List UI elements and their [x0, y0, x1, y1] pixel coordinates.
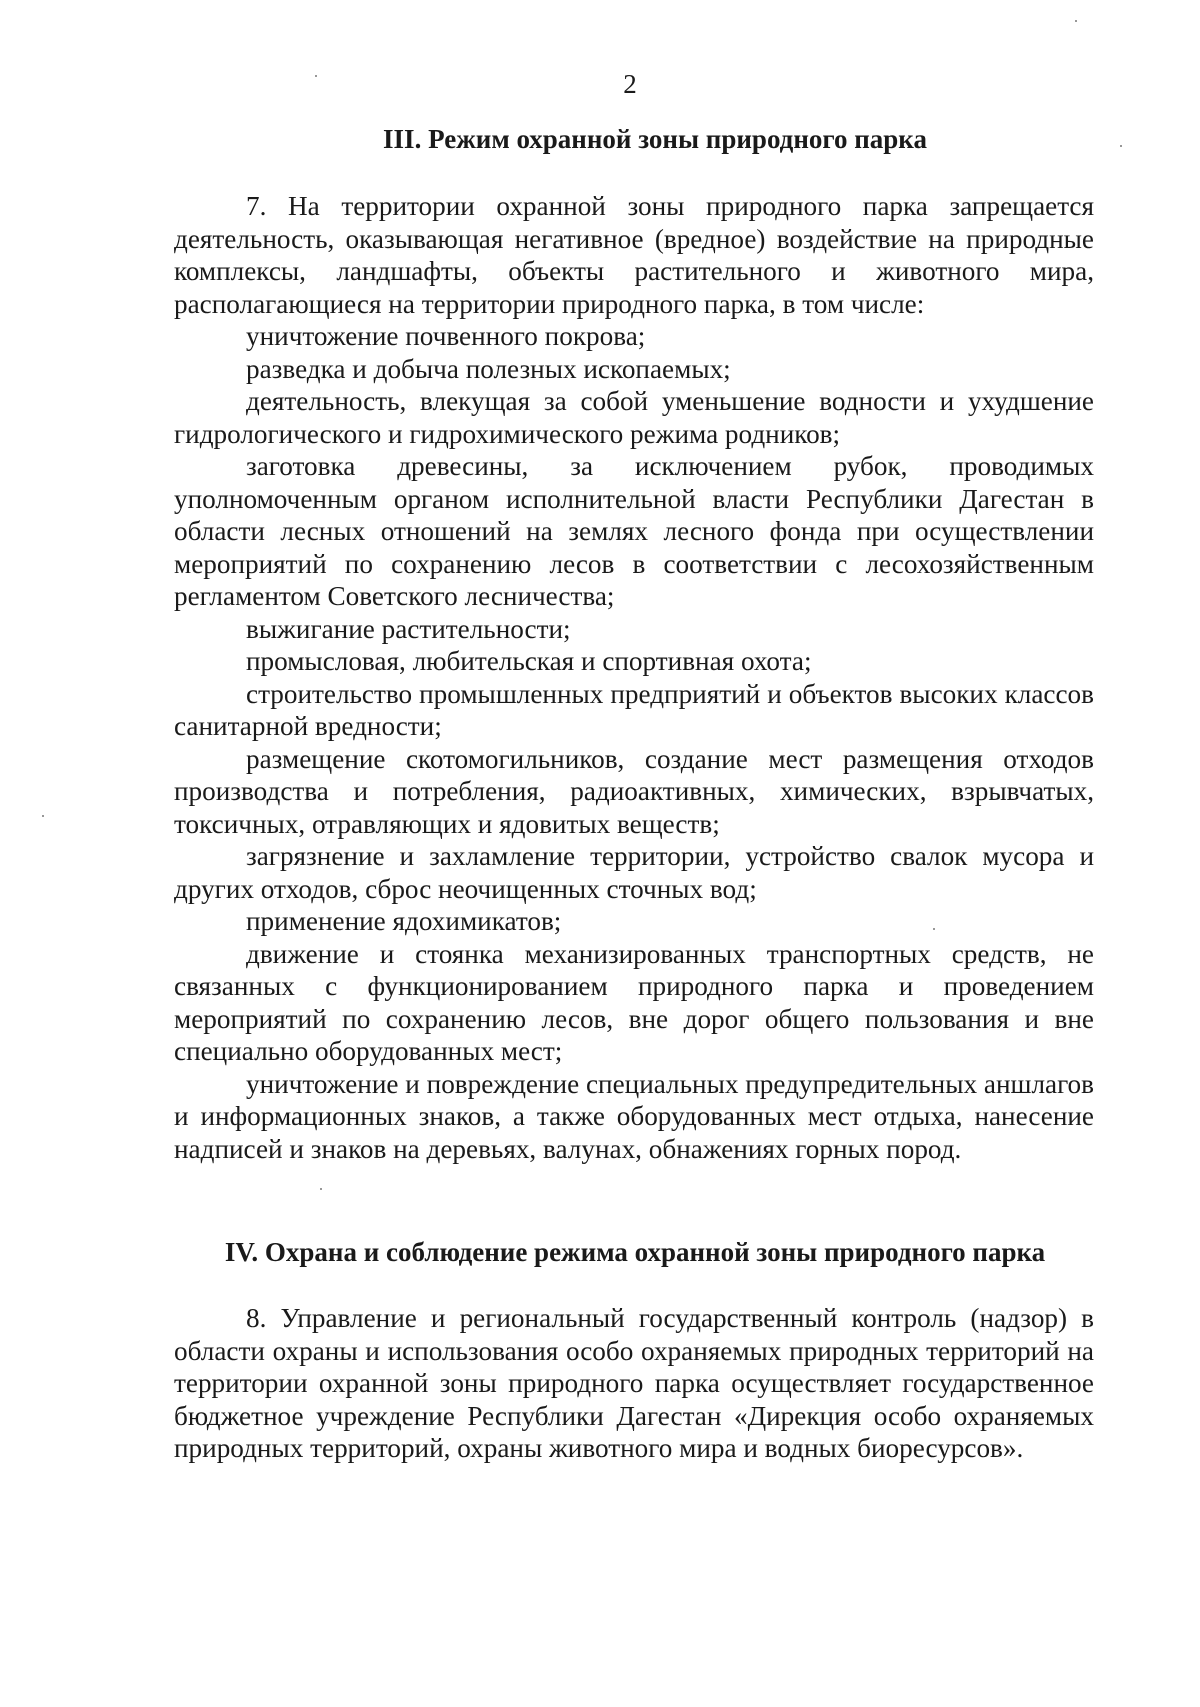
scan-speck — [42, 815, 44, 817]
scan-speck — [933, 928, 935, 930]
scan-speck — [1075, 20, 1077, 22]
prohibition-item: промысловая, любительская и спортивная охота; — [246, 646, 812, 676]
section-3-body — [174, 190, 1094, 1165]
prohibition-item: разведка и добыча полезных ископаемых; — [246, 353, 731, 384]
section-3-heading: III. Режим охранной зоны природного парка — [383, 124, 927, 154]
section-4-heading: IV. Охрана и соблюдение режима охранной зоны природного парка — [224, 1237, 1046, 1267]
prohibition-item: движение и стоянка механизированных транспортных средств, не связанных с функционированием природного парка и проведением мероприятий по сохранению лесов, вне дорог общего пользования и вне специально оборудованных мест; — [174, 938, 1094, 1066]
prohibition-item: деятельность, влекущая за собой уменьшение водности и ухудшение гидрологического и гидрохимического режима родников; — [174, 386, 1094, 449]
clause-7-intro: 7. На территории охранной зоны природного парка запрещается деятельность, оказывающая негативное (вредное) воздействие на природные комплексы, ландшафты, объекты растительного и животного мира, располагающиеся на территории природного парка, в том числе: — [174, 191, 1094, 319]
prohibition-item: строительство промышленных предприятий и объектов высоких классов санитарной вредности; — [174, 678, 1094, 741]
clause-8-paragraph: 8. Управление и региональный государственный контроль (надзор) в области охраны и использования особо охраняемых природных территорий на территории охранной зоны природного парка осуществляет государственное бюджетное учреждение Республики Дагестан «Дирекция особо охраняемых природных территорий, охраны животного мира и водных биоресурсов». — [174, 1303, 1094, 1463]
scan-speck — [1120, 145, 1122, 147]
scan-speck — [320, 1188, 322, 1190]
page-number: 2 — [623, 69, 637, 99]
prohibition-item: загрязнение и захламление территории, устройство свалок мусора и других отходов, сброс неочищенных сточных вод; — [174, 841, 1094, 904]
prohibition-item: применение ядохимикатов; — [246, 906, 562, 936]
scan-speck — [315, 75, 317, 77]
prohibition-item: уничтожение почвенного покрова; — [246, 321, 646, 351]
prohibition-item: выжигание растительности; — [246, 613, 571, 644]
prohibition-item: заготовка древесины, за исключением рубок, проводимых уполномоченным органом исполнительной власти Республики Дагестан в области лесных отношений на землях лесного фонда при осуществлении мероприятий по сохранению лесов в соответствии с лесохозяйственным регламентом Советского лесничества; — [174, 451, 1094, 611]
prohibition-item: размещение скотомогильников, создание мест размещения отходов производства и потребления, радиоактивных, химических, взрывчатых, токсичных, отравляющих и ядовитых веществ; — [174, 743, 1094, 839]
section-4-body — [174, 1302, 1094, 1465]
prohibition-item: уничтожение и повреждение специальных предупредительных аншлагов и информационных знаков, а также оборудованных мест отдыха, нанесение надписей и знаков на деревьях, валунах, обнажениях горных пород. — [174, 1068, 1094, 1164]
